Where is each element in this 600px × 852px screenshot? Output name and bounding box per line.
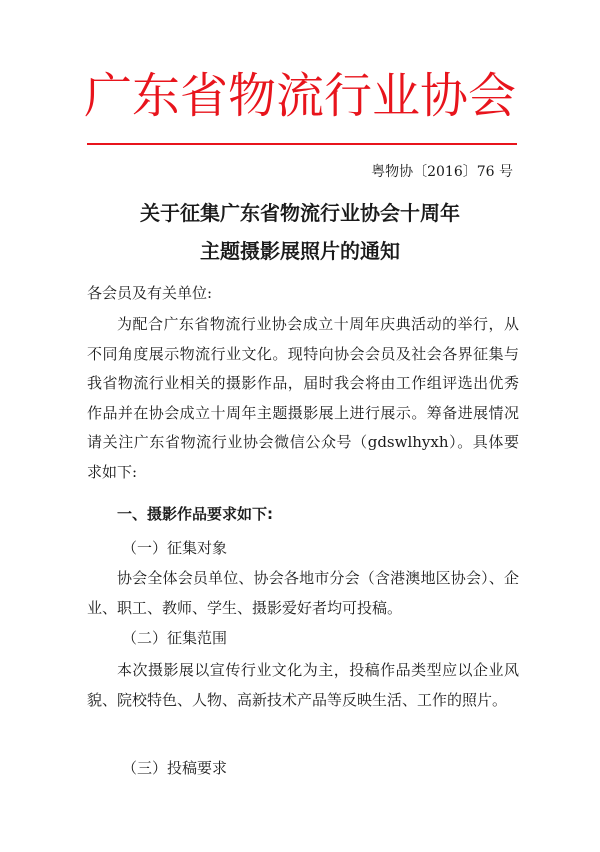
- document-title-line-2: 主题摄影展照片的通知: [200, 239, 400, 263]
- section-1-heading: 一、摄影作品要求如下:: [117, 505, 273, 523]
- document-title-line-1: 关于征集广东省物流行业协会十周年: [140, 201, 460, 225]
- subsection-2-label: （二）征集范围: [122, 629, 228, 647]
- letterhead-org-name: 广东省物流行业协会: [83, 68, 516, 124]
- subsection-1-label: （一）征集对象: [122, 539, 228, 557]
- document-number: 粤物协〔2016〕76 号: [371, 164, 513, 180]
- subsection-2-body: 本次摄影展以宣传行业文化为主，投稿作品类型应以企业风貌、院校特色、人物、高新技术产品等反映生活、工作的照片。: [87, 661, 519, 709]
- subsection-1-body: 协会全体会员单位、协会各地市分会（含港澳地区协会）、企业、职工、教师、学生、摄影爱好者均可投稿。: [87, 569, 519, 617]
- subsection-3-label: （三）投稿要求: [122, 759, 228, 777]
- salutation: 各会员及有关单位:: [87, 284, 213, 302]
- intro-paragraph: 为配合广东省物流行业协会成立十周年庆典活动的举行，从不同角度展示物流行业文化。现特向协会会员及社会各界征集与我省物流行业相关的摄影作品，届时我会将由工作组评选出优秀作品并在协会成立十周年主题摄影展上进行展示。筹备进展情况请关注广东省物流行业协会微信公众号（gdswlhyxh）。具体要求如下:: [87, 315, 519, 481]
- letterhead-divider: [87, 143, 517, 145]
